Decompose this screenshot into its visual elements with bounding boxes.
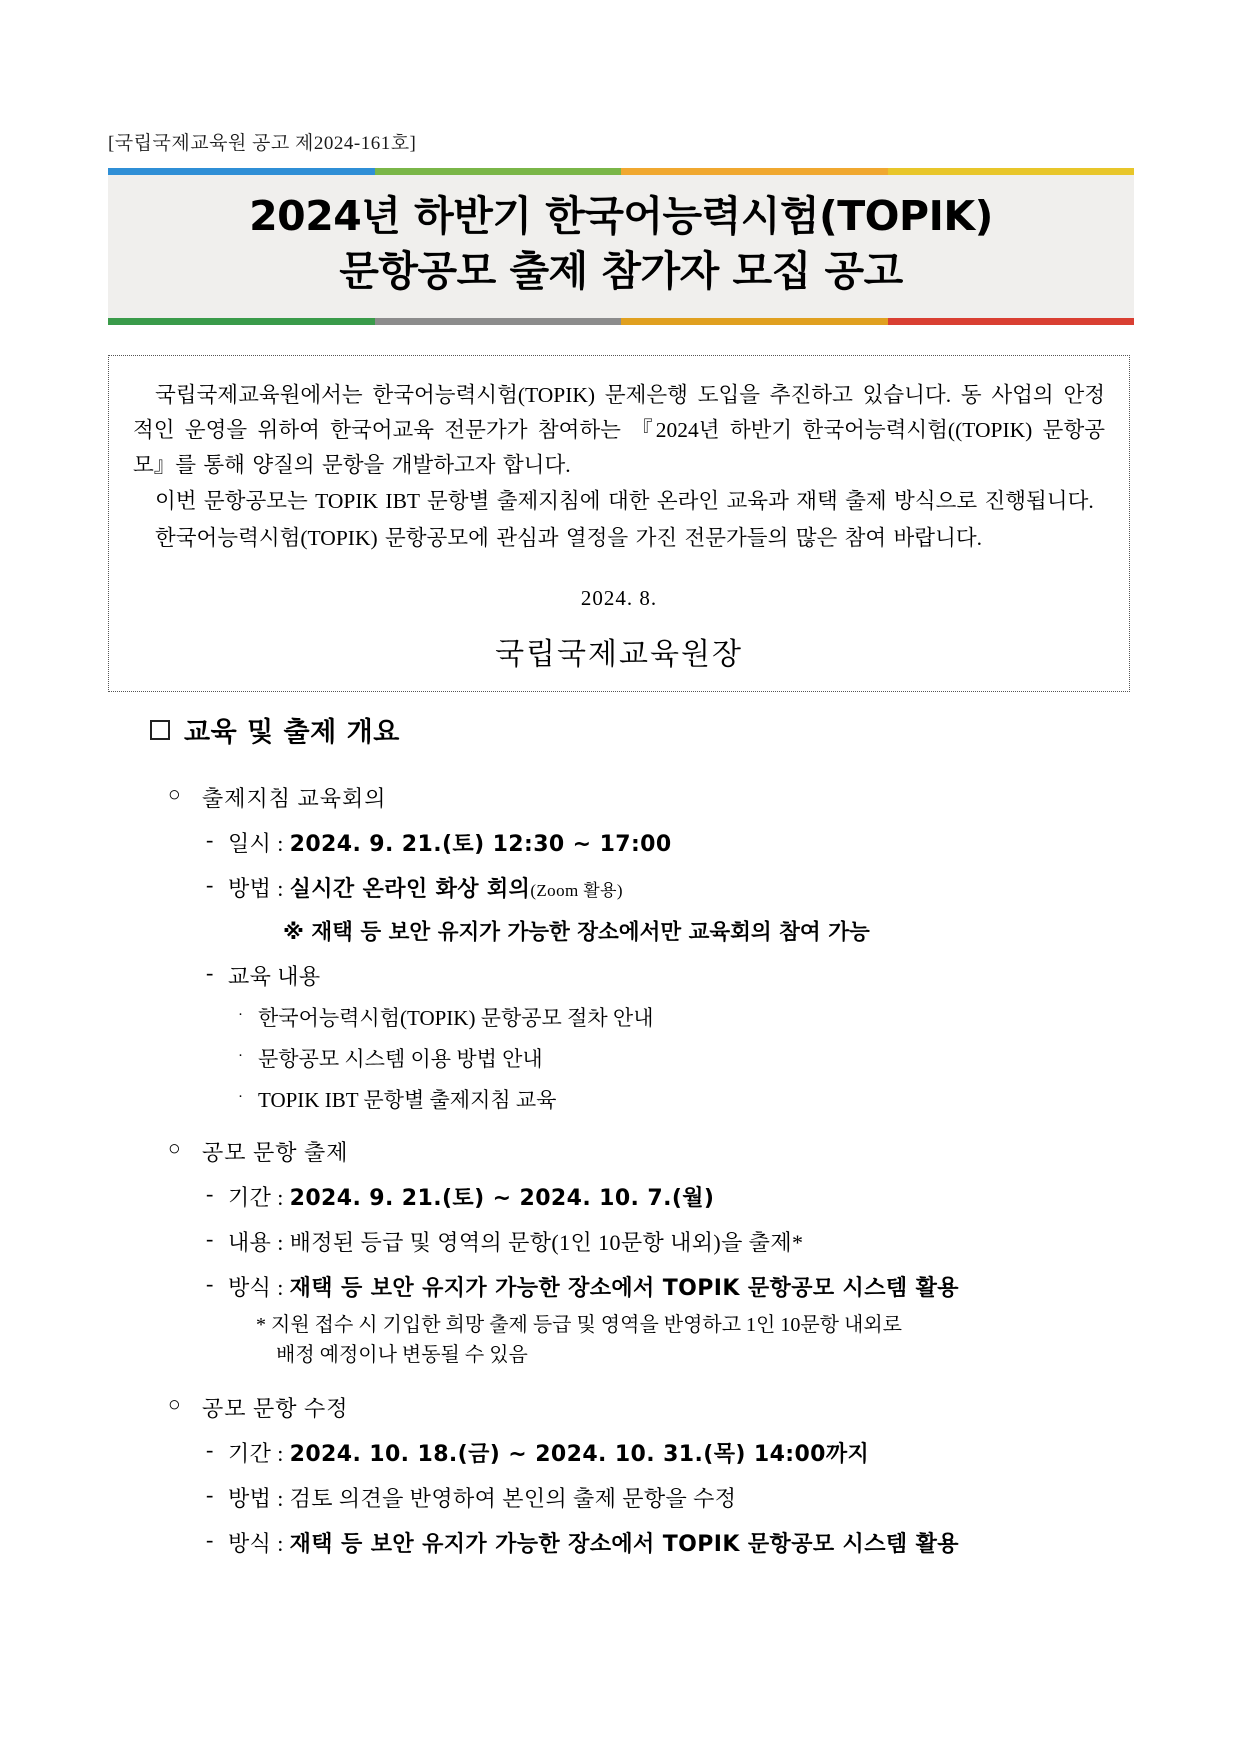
list-item-level1-label: 출제지침 교육회의	[202, 786, 387, 811]
list-item-level3-label: TOPIK IBT 문항별 출제지침 교육	[258, 1088, 557, 1112]
intro-paragraph-3: 한국어능력시험(TOPIK) 문항공모에 관심과 열정을 가진 전문가들의 많은 참여 바랍니다.	[155, 526, 982, 551]
notice-text: ※ 재택 등 보안 유지가 가능한 장소에서만 교육회의 참여 가능	[283, 920, 870, 945]
dash-bullet-icon: -	[206, 1437, 214, 1462]
dash-bullet-icon: -	[206, 1527, 214, 1552]
sub-value: 2024. 10. 18.(금) ~ 2024. 10. 31.(목) 14:00까지	[289, 1442, 870, 1467]
sub-label: 방식 :	[228, 1531, 284, 1556]
sub-label: 방법 :	[228, 876, 284, 901]
section-heading-text: 교육 및 출제 개요	[184, 717, 400, 748]
dash-bullet-icon: -	[206, 827, 214, 852]
circle-bullet-icon: ○	[168, 1392, 181, 1416]
list-item-level1-label: 공모 문항 출제	[202, 1140, 349, 1165]
sub-value: 실시간 온라인 화상 회의	[289, 877, 531, 902]
list-item-level2-label	[228, 1271, 959, 1302]
footnote	[108, 1310, 1138, 1370]
footnote-line-1: * 지원 접수 시 기입한 희망 출제 등급 및 영역을 반영하고 1인 10문항 내외로	[256, 1314, 902, 1336]
list-item-level2	[108, 827, 1138, 858]
dash-bullet-icon: -	[206, 1226, 214, 1251]
list-item-level3	[108, 1002, 1138, 1032]
title-block	[108, 168, 1134, 325]
list-item-level1	[108, 782, 1138, 813]
section-heading-overview	[150, 710, 400, 749]
circle-bullet-icon: ○	[168, 1136, 181, 1160]
sub-value: 재택 등 보안 유지가 가능한 장소에서 TOPIK 문항공모 시스템 활용	[289, 1276, 959, 1301]
title-body	[108, 175, 1134, 318]
dash-bullet-icon: -	[206, 1482, 214, 1507]
sub-label: 내용 :	[228, 1230, 284, 1255]
list-item-level2	[108, 1482, 1138, 1513]
sub-value: 배정된 등급 및 영역의 문항(1인 10문항 내외)을 출제*	[289, 1230, 804, 1255]
dash-bullet-icon: -	[206, 960, 214, 985]
list-item-level2	[108, 1181, 1138, 1212]
sub-label: 기간 :	[228, 1441, 284, 1466]
intro-paragraph-1: 국립국제교육원에서는 한국어능력시험(TOPIK) 문제은행 도입을 추진하고 있습니다. 동 사업의 안정적인 운영을 위하여 한국어교육 전문가가 참여하는 『2024년 하반기 한국어능력시험((TOPIK) 문항공모』를 통해 양질의 문항을 개발하고자 합니다.	[133, 383, 1105, 477]
intro-box	[108, 355, 1130, 692]
sub-label: 일시 :	[228, 831, 284, 856]
list-item-level2	[108, 1527, 1138, 1558]
list-item-level3	[108, 1043, 1138, 1073]
list-item-level3-label: 문항공모 시스템 이용 방법 안내	[258, 1047, 543, 1071]
footnote-line-2: 배정 예정이나 변동될 수 있음	[276, 1344, 528, 1366]
list-item-level2	[108, 1226, 1138, 1257]
list-item-level3-label: 한국어능력시험(TOPIK) 문항공모 절차 안내	[258, 1006, 654, 1030]
sub-label: 기간 :	[228, 1185, 284, 1210]
square-bullet-icon	[150, 720, 170, 740]
dot-bullet-icon: ·	[238, 1048, 243, 1064]
title-bottom-rule	[108, 318, 1134, 325]
sub-value: 2024. 9. 21.(토) 12:30 ~ 17:00	[289, 832, 672, 857]
dash-bullet-icon: -	[206, 1271, 214, 1296]
sub-label: 방법 :	[228, 1486, 284, 1511]
circle-bullet-icon: ○	[168, 782, 181, 806]
intro-paragraph-2: 이번 문항공모는 TOPIK IBT 문항별 출제지침에 대한 온라인 교육과 재택 출제 방식으로 진행됩니다.	[155, 489, 1094, 514]
dash-bullet-icon: -	[206, 872, 214, 897]
sub-label: 방식 :	[228, 1275, 284, 1300]
sub-value: 검토 의견을 반영하여 본인의 출제 문항을 수정	[289, 1486, 737, 1511]
list-item-level1	[108, 1392, 1138, 1423]
document-number: [국립국제교육원 공고 제2024-161호]	[108, 133, 417, 154]
sub-value-paren: (Zoom 활용)	[530, 881, 623, 900]
title-top-rule	[108, 168, 1134, 175]
list-item-level2-label	[228, 872, 623, 903]
list-item-level2	[108, 1271, 1138, 1302]
dot-bullet-icon: ·	[238, 1089, 243, 1105]
list-item-level2-label	[228, 1437, 869, 1468]
intro-date: 2024. 8.	[580, 586, 658, 611]
title-line-2: 문항공모 출제 참가자 모집 공고	[339, 246, 903, 295]
list-item-level1-label: 공모 문항 수정	[202, 1396, 349, 1421]
sub-value: 2024. 9. 21.(토) ~ 2024. 10. 7.(월)	[289, 1186, 715, 1211]
list-item-level2	[108, 1437, 1138, 1468]
intro-signature: 국립국제교육원장	[495, 638, 743, 672]
list-item-level3	[108, 1084, 1138, 1114]
list-item-level2	[108, 872, 1138, 903]
list-item-level2-label: 교육 내용	[228, 964, 321, 989]
list-item-level2-label	[228, 1482, 736, 1513]
dot-bullet-icon: ·	[238, 1007, 243, 1023]
dash-bullet-icon: -	[206, 1181, 214, 1206]
list-item-level2-label	[228, 827, 672, 858]
list-item-level2-label	[228, 1527, 959, 1558]
outline-content	[108, 760, 1138, 1558]
list-item-level2	[108, 960, 1138, 991]
title-line-1: 2024년 하반기 한국어능력시험(TOPIK)	[249, 192, 993, 240]
list-item-level1	[108, 1136, 1138, 1167]
sub-value: 재택 등 보안 유지가 가능한 장소에서 TOPIK 문항공모 시스템 활용	[289, 1532, 959, 1557]
list-item-level2-label	[228, 1226, 803, 1257]
list-item-level2-label	[228, 1181, 714, 1212]
